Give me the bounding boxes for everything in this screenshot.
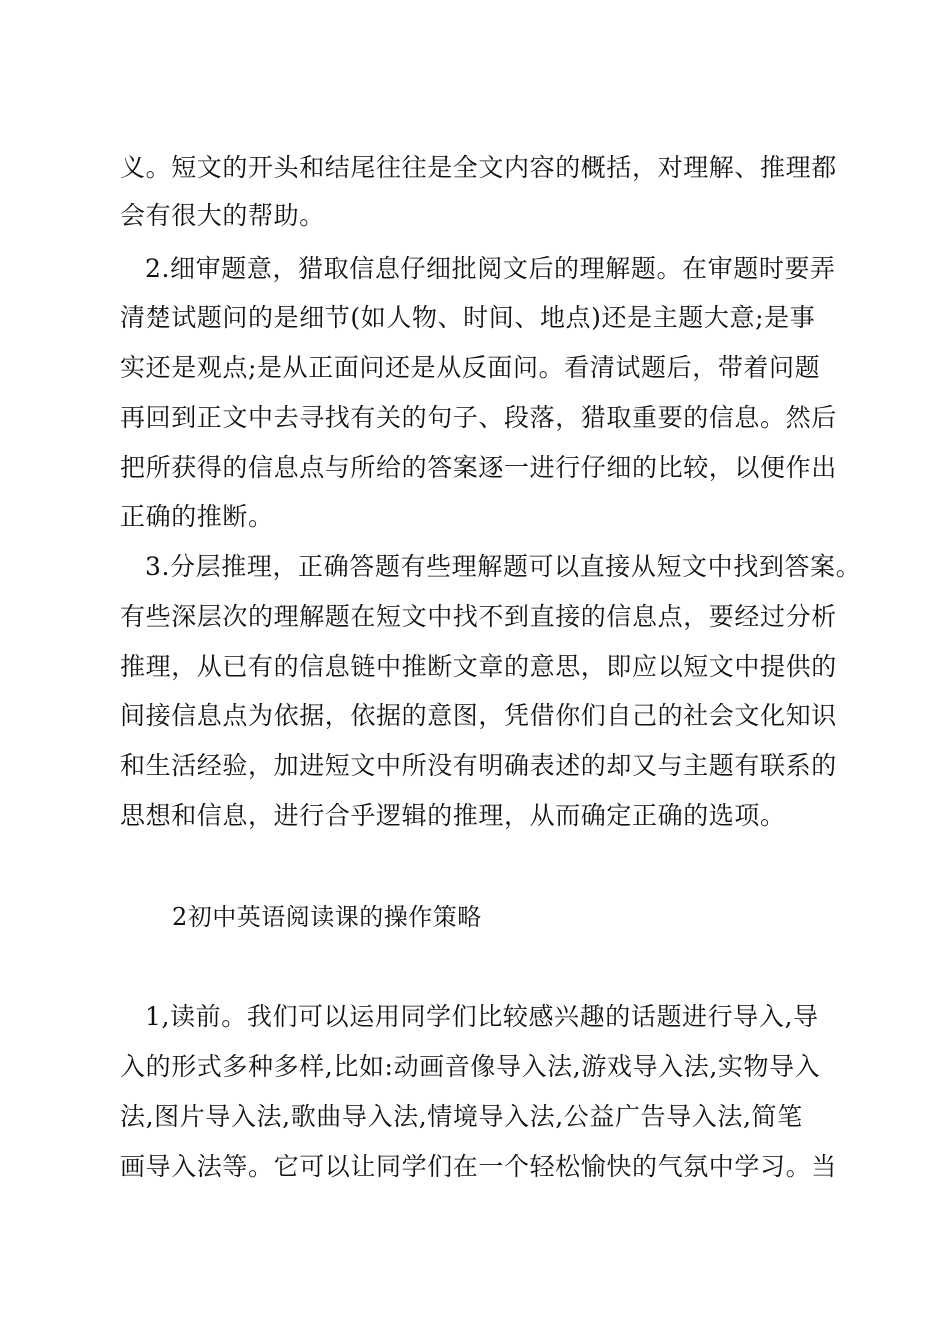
text-line: 正确的推断。 <box>120 502 274 531</box>
text-line: 义。短文的开头和结尾往往是全文内容的概括，对理解、推理都 <box>120 153 837 182</box>
text-line: 2.细审题意，猎取信息仔细批阅文后的理解题。在审题时要弄 <box>145 254 836 283</box>
text-line: 法,图片导入法,歌曲导入法,情境导入法,公益广告导入法,简笔 <box>120 1102 803 1131</box>
text-line: 1,读前。我们可以运用同学们比较感兴趣的话题进行导入,导 <box>145 1002 819 1031</box>
text-line: 会有很大的帮助。 <box>120 201 325 230</box>
text-line: 实还是观点;是从正面问还是从反面问。看清试题后，带着问题 <box>120 353 821 382</box>
text-line: 入的形式多种多样,比如:动画音像导入法,游戏导入法,实物导入 <box>120 1052 821 1081</box>
text-line: 再回到正文中去寻找有关的句子、段落，猎取重要的信息。然后 <box>120 403 837 432</box>
section-heading: 2初中英语阅读课的操作策略 <box>172 903 482 931</box>
text-line: 清楚试题问的是细节(如人物、时间、地点)还是主题大意;是事 <box>120 303 816 332</box>
text-line: 和生活经验，加进短文中所没有明确表述的却又与主题有联系的 <box>120 751 837 780</box>
text-line: 把所获得的信息点与所给的答案逐一进行仔细的比较，以便作出 <box>120 453 837 482</box>
text-line: 间接信息点为依据，依据的意图，凭借你们自己的社会文化知识 <box>120 701 837 730</box>
text-line: 推理，从已有的信息链中推断文章的意思，即应以短文中提供的 <box>120 652 837 681</box>
text-line: 有些深层次的理解题在短文中找不到直接的信息点，要经过分析 <box>120 602 837 631</box>
text-line: 画导入法等。它可以让同学们在一个轻松愉快的气氛中学习。当 <box>120 1152 837 1181</box>
text-line: 3.分层推理，正确答题有些理解题可以直接从短文中找到答案。 <box>145 552 862 581</box>
text-line: 思想和信息，进行合乎逻辑的推理，从而确定正确的选项。 <box>120 801 786 830</box>
